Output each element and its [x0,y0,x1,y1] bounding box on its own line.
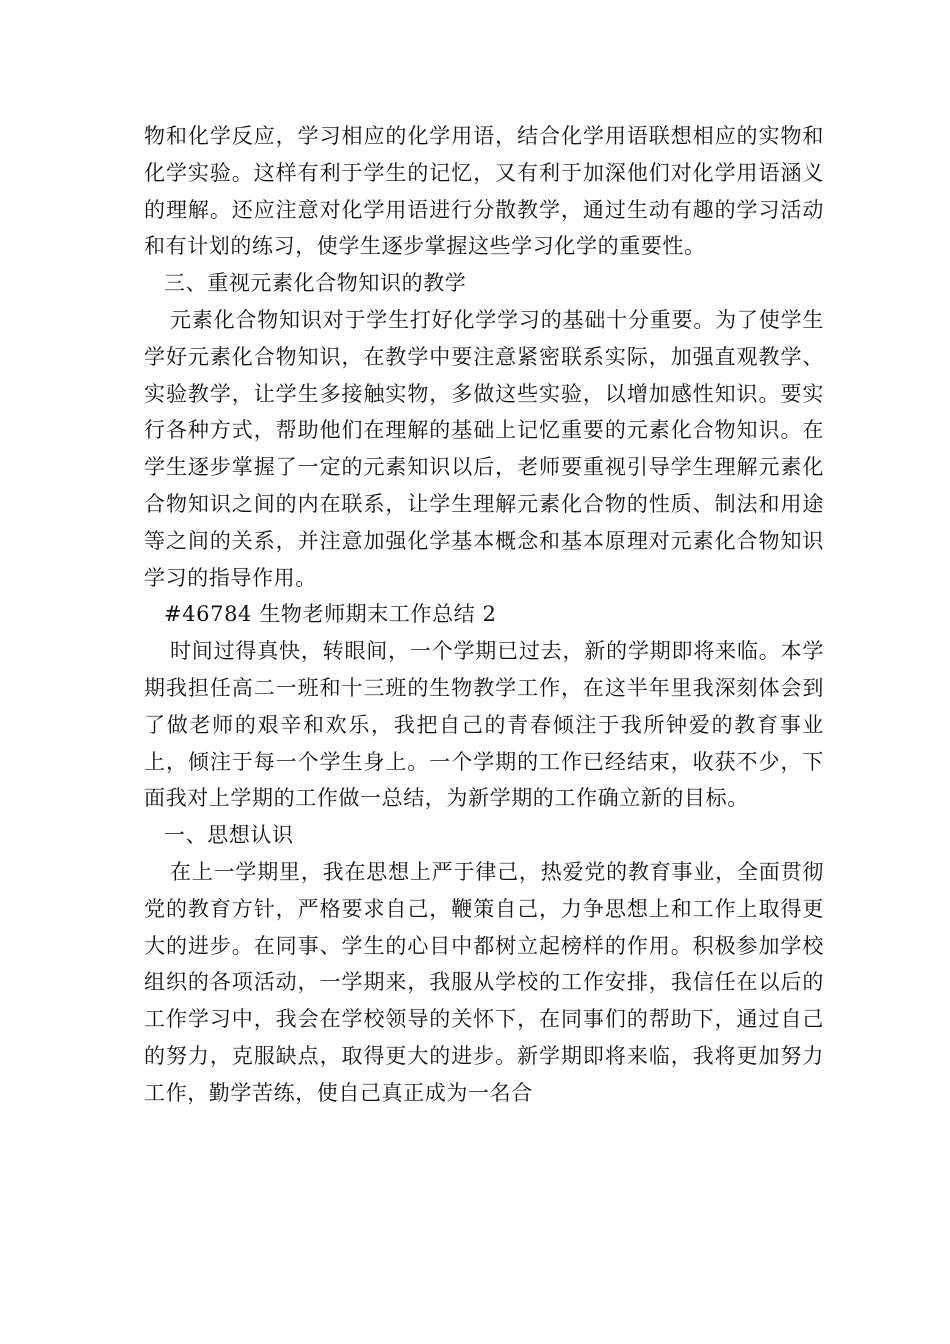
section-heading-elements: 三、重视元素化合物知识的教学 [164,271,467,296]
paragraph-chemistry-terms: 物和化学反应，学习相应的化学用语，结合化学用语联想相应的实物和化学实验。这样有利于学生的记忆，又有利于加深他们对化学用语涵义的理解。还应注意对化学用语进行分散教学，通过生动有趣的学习活动和有计划的练习，使学生逐步掌握这些学习化学的重要性。 [144,124,824,259]
article-title: #46784 生物老师期末工作总结 2 [164,602,497,627]
document-body [144,118,824,1112]
paragraph-element-compounds: 元素化合物知识对于学生打好化学学习的基础十分重要。为了使学生学好元素化合物知识，在教学中要注意紧密联系实际，加强直观教学、实验教学，让学生多接触实物，多做这些实验，以增加感性知识。要实行各种方式，帮助他们在理解的基础上记忆重要的元素化合物知识。在学生逐步掌握了一定的元素知识以后，老师要重视引导学生理解元素化合物知识之间的内在联系，让学生理解元素化合物的性质、制法和用途等之间的关系，并注意加强化学基本概念和基本原理对元素化合物知识学习的指导作用。 [144,307,824,590]
section-heading-thoughts: 一、思想认识 [164,823,294,848]
paragraph-intro: 时间过得真快，转眼间，一个学期已过去，新的学期即将来临。本学期我担任高二一班和十三班的生物教学工作，在这半年里我深刻体会到了做老师的艰辛和欢乐，我把自己的青春倾注于我所钟爱的教育事业上，倾注于每一个学生身上。一个学期的工作已经结束，收获不少，下面我对上学期的工作做一总结，为新学期的工作确立新的目标。 [144,639,824,811]
paragraph-thoughts: 在上一学期里，我在思想上严于律己，热爱党的教育事业，全面贯彻党的教育方针，严格要求自己，鞭策自己，力争思想上和工作上取得更大的进步。在同事、学生的心目中都树立起榜样的作用。积极参加学校组织的各项活动，一学期来，我服从学校的工作安排，我信任在以后的工作学习中，我会在学校领导的关怀下，在同事们的帮助下，通过自己的努力，克服缺点，取得更大的进步。新学期即将来临，我将更加努力工作，勤学苦练，使自己真正成为一名合 [144,859,824,1105]
